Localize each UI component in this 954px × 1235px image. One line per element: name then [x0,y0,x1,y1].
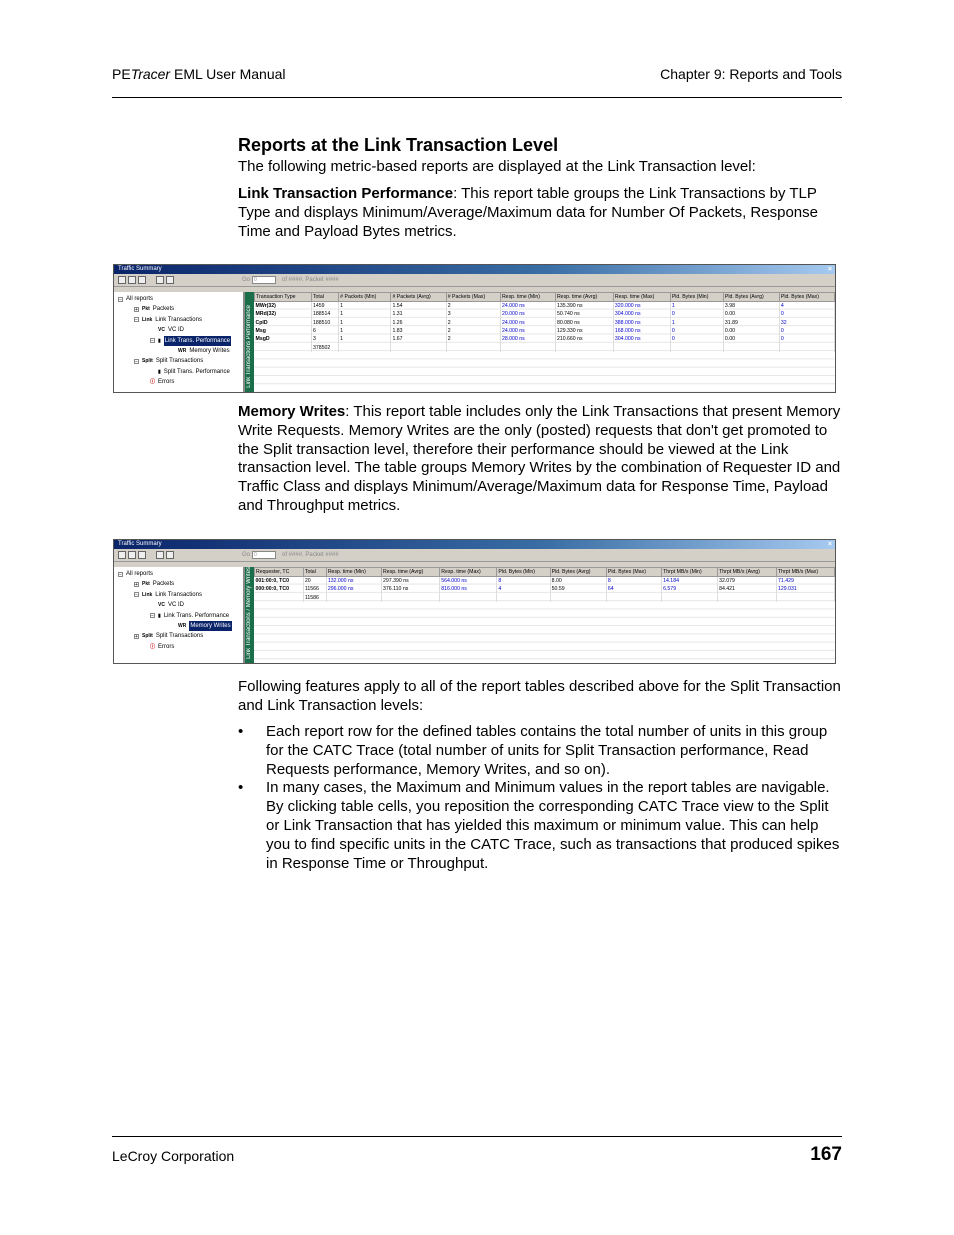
column-header[interactable]: # Packets (Min) [339,293,391,302]
column-header[interactable]: Pld. Bytes (Avrg) [723,293,779,302]
of-label: of ####, Packet #### [282,552,339,558]
header-prefix: PE [112,66,131,82]
running-header-chapter: Chapter 9: Reports and Tools [660,66,842,82]
performance-icon: ▮ [158,368,161,375]
table-cell: 2 [446,319,500,327]
table-cell[interactable]: 304.000 ns [613,310,670,318]
table-cell: 3 [311,335,338,343]
table-cell: 3.98 [723,302,779,311]
table-cell[interactable]: 816.000 ns [440,585,497,593]
ltp-paragraph [238,185,842,241]
table-cell[interactable]: 564.000 ns [440,577,497,586]
table-cell: 376.110 ns [382,585,440,593]
table-cell: 1.26 [391,319,446,327]
table-cell [670,343,723,351]
column-header[interactable]: Resp. time (Max) [613,293,670,302]
table-cell[interactable]: 132.000 ns [326,577,381,586]
save-icon[interactable] [118,551,126,559]
table-cell: CplD [255,319,312,327]
error-icon: ⓘ [150,379,156,386]
tree-item-link-transactions[interactable]: − Link Link Transactions [135,316,202,324]
tree-item-vc-id[interactable]: VC VC ID [114,325,243,335]
table-cell: 1 [339,319,391,327]
tree-item-link-transactions[interactable]: − Link Link Transactions [135,591,202,599]
table-cell[interactable]: 32 [779,319,834,327]
copy-icon[interactable] [156,551,164,559]
table-cell [255,594,304,602]
table-cell: 1.31 [391,310,446,318]
column-header[interactable]: # Packets (Avrg) [391,293,446,302]
list-item-text: Each report row for the defined tables contains the total number of units in this group for the CATC Trace (total number of units for Split Transaction performance, Read Requests performance, Memory Writes, and so on). [266,723,828,778]
of-label: of ####, Packet #### [282,277,339,283]
go-input[interactable]: 0 [252,551,276,559]
table-cell[interactable]: 1 [670,302,723,311]
report-tree [114,292,245,392]
save-as-icon[interactable] [128,276,136,284]
table-cell [718,594,777,602]
table-cell: 135.390 ns [555,302,613,311]
save-as-icon[interactable] [128,551,136,559]
performance-icon: ▮ [158,612,161,619]
column-header[interactable]: Pld. Bytes (Avrg) [550,568,606,577]
section-title: Reports at the Link Transaction Level [238,135,559,155]
table-cell [550,594,606,602]
table-cell: 1.54 [391,302,446,311]
column-header[interactable]: Thrpt MB/s (Avrg) [718,568,777,577]
table-row [255,585,835,593]
column-header[interactable]: Total [311,293,338,302]
column-header[interactable]: Resp. time (Max) [440,568,497,577]
table-cell[interactable]: 304.000 ns [613,335,670,343]
table-cell: 0.00 [723,310,779,318]
mw-text: : This report table includes only the Link Transactions that present Memory Write Requests. Memory Writes are the only (posted) requests that don't get promoted to the Split transaction level, therefore their performance should be viewed at the Link transaction level. The table groups Memory Writes by the combination of Requester ID and Traffic Class and displays Minimum/Average/Maximum data for Response Time, Payload and Throughput metrics. [238,403,841,514]
tree-item-packets[interactable]: + Pkt Packets [135,306,175,314]
report-tree [114,567,245,663]
table-cell[interactable]: 0 [779,335,834,343]
table-cell[interactable]: 168.000 ns [613,327,670,335]
table-cell: 20 [303,577,326,586]
table-cell: 2 [446,302,500,311]
table-cell: 11586 [303,594,326,602]
bullet: • [238,723,244,740]
report-body [114,292,835,392]
table-cell: 1 [339,310,391,318]
table-cell: 31.89 [723,319,779,327]
table-cell[interactable]: 388.000 ns [613,319,670,327]
table-cell: 11566 [303,585,326,593]
table-row [255,594,835,602]
table-cell[interactable]: 8 [606,577,661,586]
tree-item-split-trans-performance[interactable]: ▮ Split Trans. Performance [114,367,243,377]
toolbar [114,274,835,287]
footer-rule [112,1136,842,1137]
table-cell: 0.00 [723,335,779,343]
print-icon[interactable] [138,276,146,284]
close-icon[interactable]: × [827,266,832,273]
table-cell[interactable]: 28.000 ns [500,335,555,343]
table-cell [500,343,555,351]
report-grid [254,292,835,392]
section-intro: The following metric-based reports are displayed at the Link Transaction level: [238,158,756,175]
list-item [238,723,842,779]
table-cell [326,594,381,602]
features-list [238,723,842,873]
table-cell [662,594,718,602]
table-cell: 378502 [311,343,338,351]
table-cell[interactable]: 4 [779,302,834,311]
header-suffix: EML User Manual [170,66,286,82]
write-icon: WR [178,622,187,629]
table-cell [339,343,391,351]
table-cell [446,343,500,351]
table-cell[interactable]: 24.000 ns [500,302,555,311]
list-item-text: In many cases, the Maximum and Minimum values in the report tables are navigable. By clicking table cells, you reposition the corresponding CATC Trace view to the Split or Link Transaction that has yielded this maximum or minimum value. This can help you to find specific units in the CATC Trace, such as transactions that produced spikes in Response Time or Throughput. [266,779,840,872]
table-cell: 8.00 [550,577,606,586]
table-cell: MWr(32) [255,302,312,311]
table-cell [723,343,779,351]
link-icon: Link [142,591,153,598]
packet-icon: Pkt [142,581,150,588]
report-body [114,567,835,663]
table-cell[interactable]: 71.429 [777,577,835,586]
table-cell[interactable]: 0 [779,310,834,318]
column-header[interactable]: Resp. time (Avrg) [555,293,613,302]
ltp-text: : This report table groups the Link Transactions by TLP Type and displays Minimum/Average/Maximum data for Number Of Packets, Response Time and Payload Bytes metrics. [238,185,818,240]
table-row [255,327,835,335]
tree-item-split-transactions[interactable]: + Split Split Transactions [135,633,204,641]
table-cell[interactable]: 8 [497,577,550,586]
table-cell [497,594,550,602]
column-header[interactable]: Pld. Bytes (Max) [606,568,661,577]
page-number: 167 [810,1144,842,1165]
column-header[interactable]: Pld. Bytes (Min) [670,293,723,302]
table-cell [382,594,440,602]
window-title: Traffic Summary [118,541,162,547]
list-item [238,779,842,873]
table-cell [606,594,661,602]
table-cell: 000:00:0, TC0 [255,585,304,593]
table-cell: 1.83 [391,327,446,335]
copy-icon[interactable] [156,276,164,284]
table-cell[interactable]: 6.579 [662,585,718,593]
table-cell[interactable]: 24.000 ns [500,319,555,327]
vertical-tab[interactable]: Link Transactions / Memory Writes [245,567,254,663]
table-cell: 129.330 ns [555,327,613,335]
go-input[interactable]: 0 [252,276,276,284]
window-title: Traffic Summary [118,266,162,272]
packet-icon: Pkt [142,306,150,313]
toolbar [114,549,835,562]
table-cell[interactable]: 0 [670,310,723,318]
table-cell: 80.080 ns [555,319,613,327]
vertical-tab[interactable]: Link Transactions Performance [245,292,254,392]
tree-item-memory-writes[interactable]: WR Memory Writes [114,621,243,631]
tree-item-errors[interactable]: ⓘ Errors [114,642,243,652]
column-header[interactable]: Pld. Bytes (Min) [497,568,550,577]
tree-item-vc-id[interactable]: VC VC ID [114,600,243,610]
table-cell[interactable]: 14.184 [662,577,718,586]
table-cell: 1.67 [391,335,446,343]
error-icon: ⓘ [150,643,156,650]
table-cell [555,343,613,351]
table-cell: 84.421 [718,585,777,593]
tree-item-link-trans-performance[interactable]: − ▮ Link Trans. Performance [151,612,230,620]
ltp-term: Link Transaction Performance [238,185,454,202]
footer-company: LeCroy Corporation [112,1148,235,1164]
table-cell: 297.390 ns [382,577,440,586]
column-header[interactable]: Resp. time (Min) [500,293,555,302]
go-label: Go [242,277,251,283]
table-cell: 001:00:0, TC0 [255,577,304,586]
tree-item-errors[interactable]: ⓘ Errors [114,377,243,387]
vc-icon: VC [158,327,165,334]
column-header[interactable]: Thrpt MB/s (Max) [777,568,835,577]
table-row [255,577,835,586]
table-cell: MsgD [255,335,312,343]
table-cell[interactable]: 0 [779,327,834,335]
table-row [255,302,835,311]
table-row [255,343,835,351]
table-cell: 0.00 [723,327,779,335]
split-icon: Split [142,633,153,640]
tree-item-memory-writes[interactable]: WR Memory Writes [114,346,243,356]
column-header[interactable]: Pld. Bytes (Max) [779,293,834,302]
table-cell: 1459 [311,302,338,311]
table-row [255,335,835,343]
running-header-title [112,66,286,82]
tree-item-link-trans-performance[interactable]: − ▮ Link Trans. Performance [151,337,231,345]
table-row [255,310,835,318]
tree-item-packets[interactable]: + Pkt Packets [135,581,175,589]
table-cell: 210.660 ns [555,335,613,343]
window-title-bar [114,540,835,549]
table-cell: MRd(32) [255,310,312,318]
header-rule [112,97,842,98]
mw-term: Memory Writes [238,403,346,420]
table-cell: 1 [339,327,391,335]
screenshot-link-trans-performance [113,264,836,393]
columns-icon[interactable] [166,551,174,559]
table-cell: 1 [339,335,391,343]
table-cell: 188514 [311,310,338,318]
table-cell [440,594,497,602]
write-icon: WR [178,347,187,354]
table-cell: 2 [446,335,500,343]
split-icon: Split [142,358,153,365]
go-label: Go [242,552,251,558]
table-cell: 50.740 ns [555,310,613,318]
column-header[interactable]: Thrpt MB/s (Min) [662,568,718,577]
table-cell[interactable]: 0 [670,335,723,343]
tree-item-split-transactions[interactable]: − Split Split Transactions [135,358,204,366]
table-cell[interactable]: 0 [670,327,723,335]
table-cell: Msg [255,327,312,335]
table-cell[interactable]: 296.000 ns [326,585,381,593]
vc-icon: VC [158,602,165,609]
print-icon[interactable] [138,551,146,559]
window-title-bar [114,265,835,274]
table-cell [255,343,312,351]
table-cell [779,343,834,351]
tree-item-all-reports[interactable]: − All reports [119,296,154,303]
report-table [254,567,835,602]
table-cell: 6 [311,327,338,335]
mw-paragraph [238,403,842,516]
column-header[interactable]: Transaction Type [255,293,312,302]
bullet: • [238,779,244,797]
features-intro: Following features apply to all of the report tables described above for the Split Transaction and Link Transaction levels: [238,678,841,714]
table-cell: 2 [446,327,500,335]
report-grid [254,567,835,663]
link-icon: Link [142,316,153,323]
table-cell[interactable]: 64 [606,585,661,593]
save-icon[interactable] [118,276,126,284]
tree-item-all-reports[interactable]: − All reports [119,571,154,578]
table-cell: 32.079 [718,577,777,586]
column-header[interactable]: Resp. time (Avrg) [382,568,440,577]
table-cell: 50.59 [550,585,606,593]
table-cell: 1 [339,302,391,311]
column-header[interactable]: Resp. time (Min) [326,568,381,577]
column-header[interactable]: Total [303,568,326,577]
table-cell[interactable]: 1 [670,319,723,327]
table-cell[interactable]: 320.000 ns [613,302,670,311]
table-cell[interactable]: 20.000 ns [500,310,555,318]
close-icon[interactable]: × [827,541,832,548]
table-cell[interactable]: 4 [497,585,550,593]
header-italic: Tracer [130,66,171,82]
table-cell [613,343,670,351]
table-cell[interactable]: 129.031 [777,585,835,593]
table-cell: 3 [446,310,500,318]
report-table [254,292,835,352]
table-row [255,319,835,327]
performance-icon: ▮ [158,337,161,344]
column-header[interactable]: Requester, TC [255,568,304,577]
table-cell [391,343,446,351]
column-header[interactable]: # Packets (Max) [446,293,500,302]
columns-icon[interactable] [166,276,174,284]
screenshot-memory-writes [113,539,836,664]
table-cell [777,594,835,602]
table-cell: 188510 [311,319,338,327]
table-cell[interactable]: 24.000 ns [500,327,555,335]
